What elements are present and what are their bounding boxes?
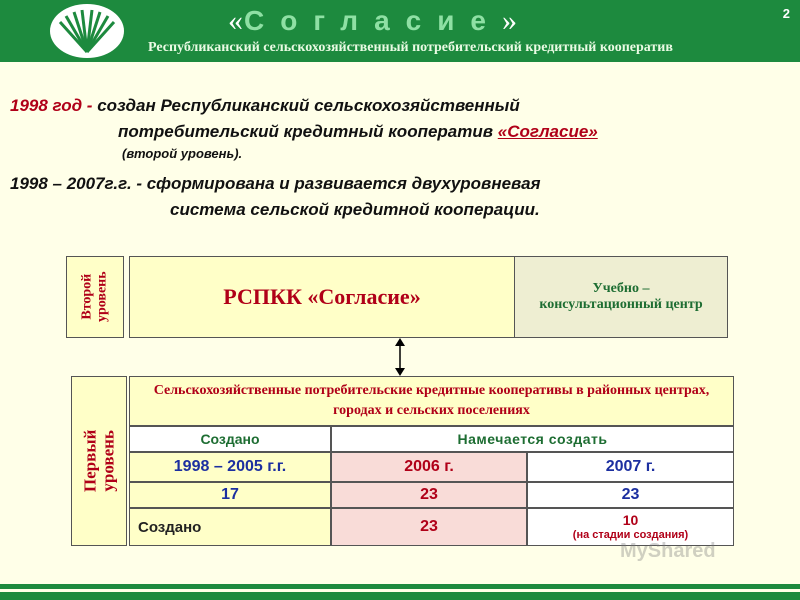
cell-year-2006: 2006 г.: [331, 452, 527, 482]
leaf-fan-logo-icon: [48, 2, 126, 60]
watermark: MyShared: [620, 540, 716, 562]
title-close-quote: »: [502, 4, 519, 37]
col-created: Создано: [129, 426, 331, 452]
intro-line-1: [10, 96, 520, 116]
training-center-box: [514, 256, 728, 338]
cell-year-1998-2005: 1998 – 2005 г.г.: [129, 452, 331, 482]
intro-line-2: [118, 122, 598, 142]
row-created-label: Создано: [129, 508, 331, 546]
intro-line1-text: создан Республиканский сельскохозяйственный: [97, 96, 520, 115]
intro-coop-name: «Согласие»: [497, 122, 598, 141]
footer-bar-thin: [0, 584, 800, 589]
title-word: Согласие: [244, 5, 503, 36]
col-planned: Намечается создать: [331, 426, 734, 452]
cell-count-2006: 23: [331, 482, 527, 508]
header-bar: [0, 0, 800, 62]
page-number: 2: [782, 6, 790, 21]
intro-line-5: система сельской кредитной кооперации.: [170, 200, 540, 219]
created-2007-value: 10: [622, 512, 639, 529]
intro-year: 1998 год -: [10, 96, 93, 115]
footer-bar-thick: [0, 592, 800, 600]
training-center-label: Учебно – консультационный центр: [539, 281, 703, 312]
intro-line-4: 1998 – 2007г.г. - сформирована и развивается двухуровневая: [10, 174, 541, 193]
intro-line2-text: потребительский кредитный кооператив: [118, 122, 494, 141]
cell-year-2007: 2007 г.: [527, 452, 734, 482]
second-level-label: Второй уровень: [66, 256, 124, 338]
intro-line-3: (второй уровень).: [122, 146, 243, 161]
cell-count-2007: 23: [527, 482, 734, 508]
rspkk-label: РСПКК «Согласие»: [223, 284, 421, 309]
first-level-label: Первый уровень: [71, 376, 127, 546]
cell-created-2006: 23: [331, 508, 527, 546]
rspkk-box: [129, 256, 515, 338]
double-arrow-icon: [392, 338, 408, 376]
footer-bars: [0, 584, 800, 600]
slide-subtitle: Республиканский сельскохозяйственный потребительский кредитный кооператив: [148, 40, 673, 55]
cell-count-1998-2005: 17: [129, 482, 331, 508]
coops-header: Сельскохозяйственные потребительские кредитные кооперативы в районных центрах, городах и сельских поселениях: [129, 376, 734, 426]
title-open-quote: «: [228, 4, 244, 37]
slide-title: [228, 4, 518, 38]
created-2007-note: (на стадии создания): [572, 528, 689, 541]
